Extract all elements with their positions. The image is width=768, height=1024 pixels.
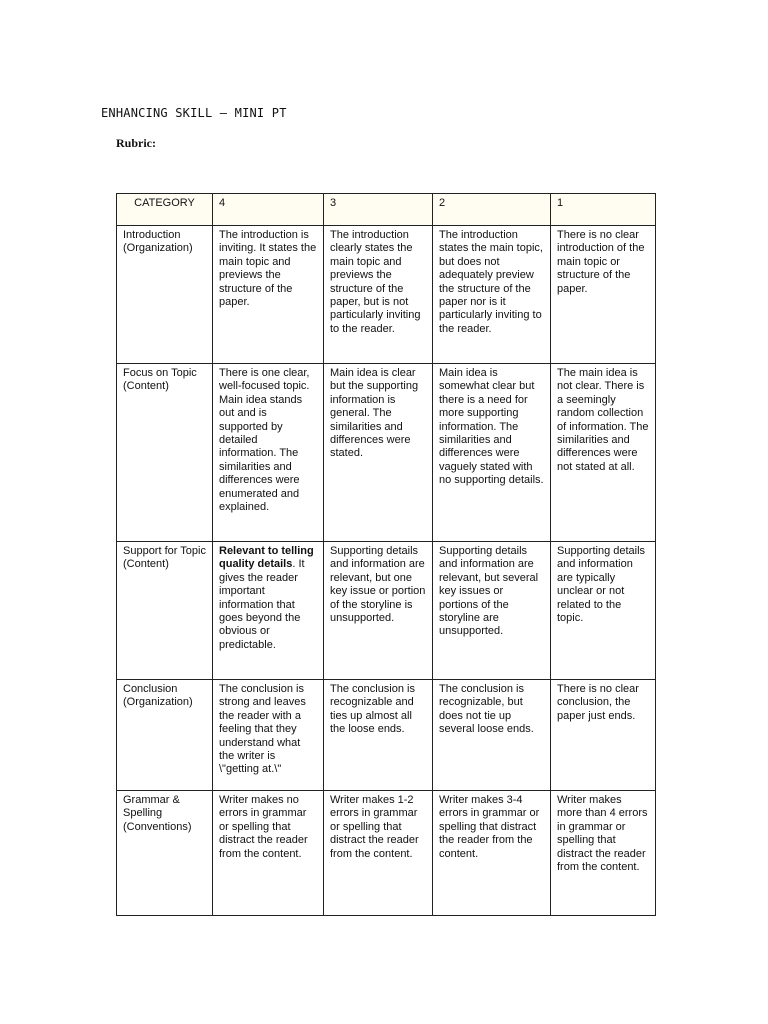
cell-score-1: There is no clear conclusion, the paper just ends. <box>551 680 656 791</box>
cell-score-2: Writer makes 3-4 errors in grammar or spelling that distract the reader from the content. <box>433 791 551 916</box>
row-category-conclusion: Conclusion (Organization) <box>117 680 213 791</box>
document-title: ENHANCING SKILL – MINI PT <box>101 106 287 120</box>
column-header-2: 2 <box>433 194 551 226</box>
cell-score-3: The introduction clearly states the main topic and previews the structure of the paper, but is not particularly inviting to the reader. <box>324 226 433 364</box>
cell-score-2: Main idea is somewhat clear but there is a need for more supporting information. The similarities and differences were vaguely stated with no supporting details. <box>433 364 551 542</box>
rubric-label: Rubric: <box>116 136 156 150</box>
cell-score-3: Supporting details and information are relevant, but one key issue or portion of the storyline is unsupported. <box>324 542 433 680</box>
row-category-support: Support for Topic (Content) <box>117 542 213 680</box>
column-header-3: 3 <box>324 194 433 226</box>
cell-score-4: The conclusion is strong and leaves the reader with a feeling that they understand what the writer is \"getting at.\" <box>213 680 324 791</box>
cell-score-1: Supporting details and information are typically unclear or not related to the topic. <box>551 542 656 680</box>
table-row <box>117 542 656 680</box>
cell-score-2: The introduction states the main topic, but does not adequately preview the structure of the paper nor is it particularly inviting to the reader. <box>433 226 551 364</box>
table-row <box>117 226 656 364</box>
cell-score-2: Supporting details and information are relevant, but several key issues or portions of the storyline are unsupported. <box>433 542 551 680</box>
table-row <box>117 791 656 916</box>
cell-score-1: The main idea is not clear. There is a seemingly random collection of information. The similarities and differences were not stated at all. <box>551 364 656 542</box>
row-category-introduction: Introduction (Organization) <box>117 226 213 364</box>
table-row <box>117 680 656 791</box>
cell-score-2: The conclusion is recognizable, but does not tie up several loose ends. <box>433 680 551 791</box>
table-row <box>117 364 656 542</box>
column-header-category: CATEGORY <box>117 194 213 226</box>
header-row <box>117 194 656 226</box>
cell-score-4 <box>213 542 324 680</box>
cell-text: . It gives the reader important information that goes beyond the obvious or predictable. <box>219 558 305 651</box>
cell-score-4: Writer makes no errors in grammar or spelling that distract the reader from the content. <box>213 791 324 916</box>
column-header-4: 4 <box>213 194 324 226</box>
cell-score-1: Writer makes more than 4 errors in grammar or spelling that distract the reader from the content. <box>551 791 656 916</box>
cell-score-1: There is no clear introduction of the main topic or structure of the paper. <box>551 226 656 364</box>
cell-score-3: Writer makes 1-2 errors in grammar or spelling that distract the reader from the content. <box>324 791 433 916</box>
row-category-grammar: Grammar & Spelling (Conventions) <box>117 791 213 916</box>
column-header-1: 1 <box>551 194 656 226</box>
cell-score-3: Main idea is clear but the supporting information is general. The similarities and differences were stated. <box>324 364 433 542</box>
cell-score-4: There is one clear, well-focused topic. Main idea stands out and is supported by detailed information. The similarities and differences were enumerated and explained. <box>213 364 324 542</box>
cell-score-3: The conclusion is recognizable and ties up almost all the loose ends. <box>324 680 433 791</box>
rubric-table <box>116 193 656 916</box>
row-category-focus: Focus on Topic (Content) <box>117 364 213 542</box>
cell-bold-lead: Relevant to telling quality details <box>219 545 314 571</box>
cell-score-4: The introduction is inviting. It states the main topic and previews the structure of the paper. <box>213 226 324 364</box>
